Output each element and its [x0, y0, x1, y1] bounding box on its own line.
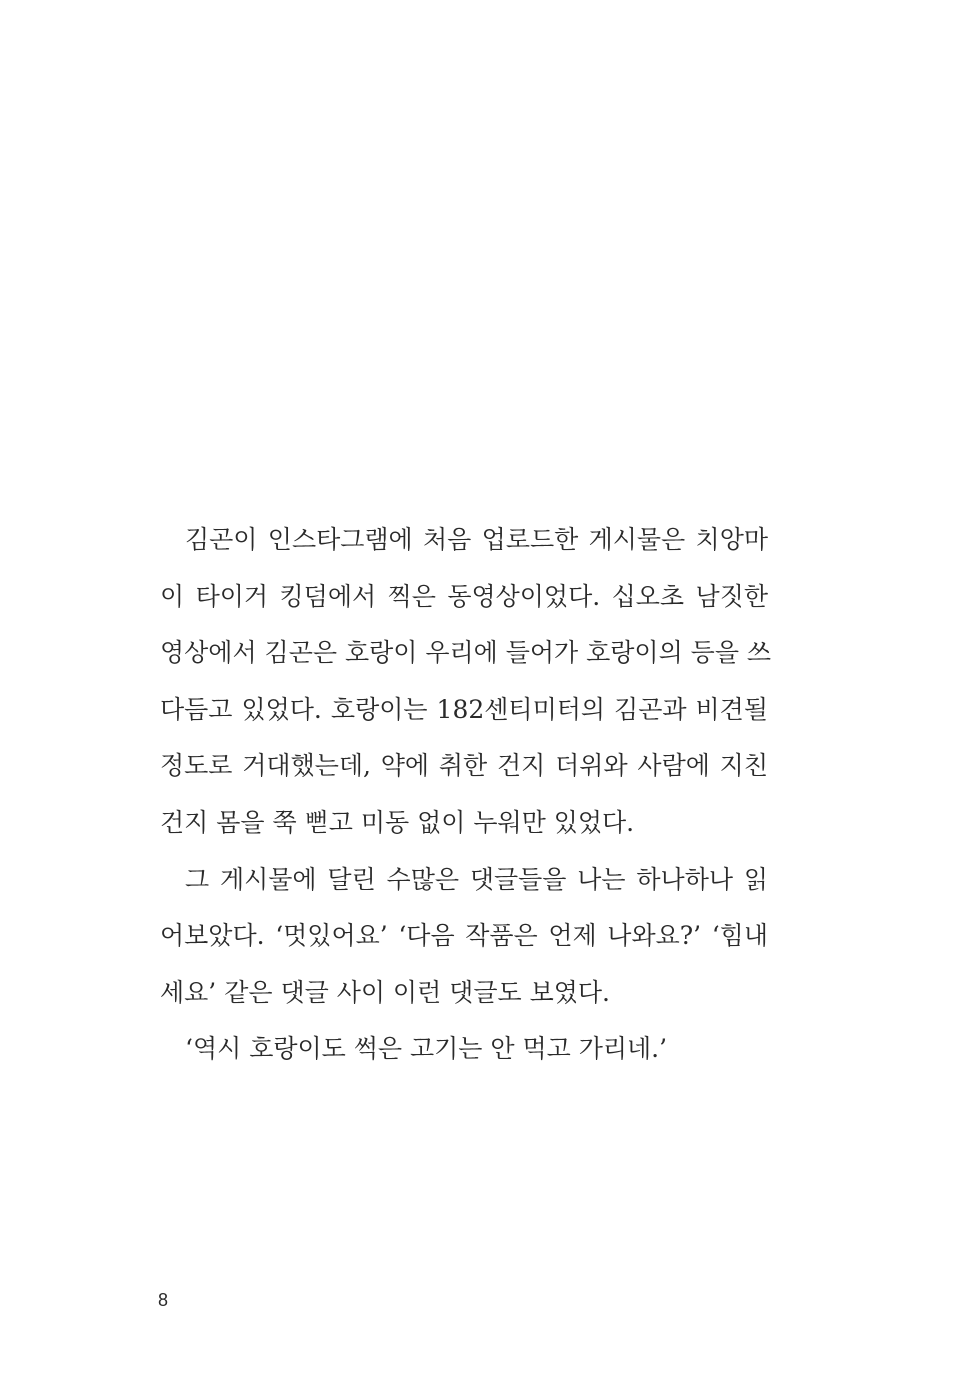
page-number: 8 [158, 1290, 169, 1310]
paragraph-1-line-6: 건지 몸을 쭉 뻗고 미동 없이 누워만 있었다. [160, 807, 635, 837]
paragraph-2-line-2: 어보았다. ‘멋있어요’ ‘다음 작품은 언제 나와요?’ ‘힘내 [160, 921, 768, 951]
paragraph-1-line-1: 김곤이 인스타그램에 처음 업로드한 게시물은 치앙마 [185, 525, 768, 554]
paragraph-1-line-2: 이 타이거 킹덤에서 찍은 동영상이었다. 십오초 남짓한 [160, 581, 768, 611]
paragraph-1-line-4: 다듬고 있었다. 호랑이는 182센티미터의 김곤과 비견될 [160, 694, 768, 724]
paragraph-1-line-5: 정도로 거대했는데, 약에 취한 건지 더위와 사람에 지친 [160, 751, 768, 781]
paragraph-2-line-1: 그 게시물에 달린 수많은 댓글들을 나는 하나하나 읽 [185, 864, 768, 894]
body-text [160, 512, 772, 1078]
paragraph-1-line-3: 영상에서 김곤은 호랑이 우리에 들어가 호랑이의 등을 쓰 [160, 638, 772, 668]
paragraph-3-line-1: ‘역시 호랑이도 썩은 고기는 안 먹고 가리네.’ [185, 1034, 668, 1064]
paragraph-2-line-3: 세요’ 같은 댓글 사이 이런 댓글도 보였다. [160, 977, 610, 1007]
